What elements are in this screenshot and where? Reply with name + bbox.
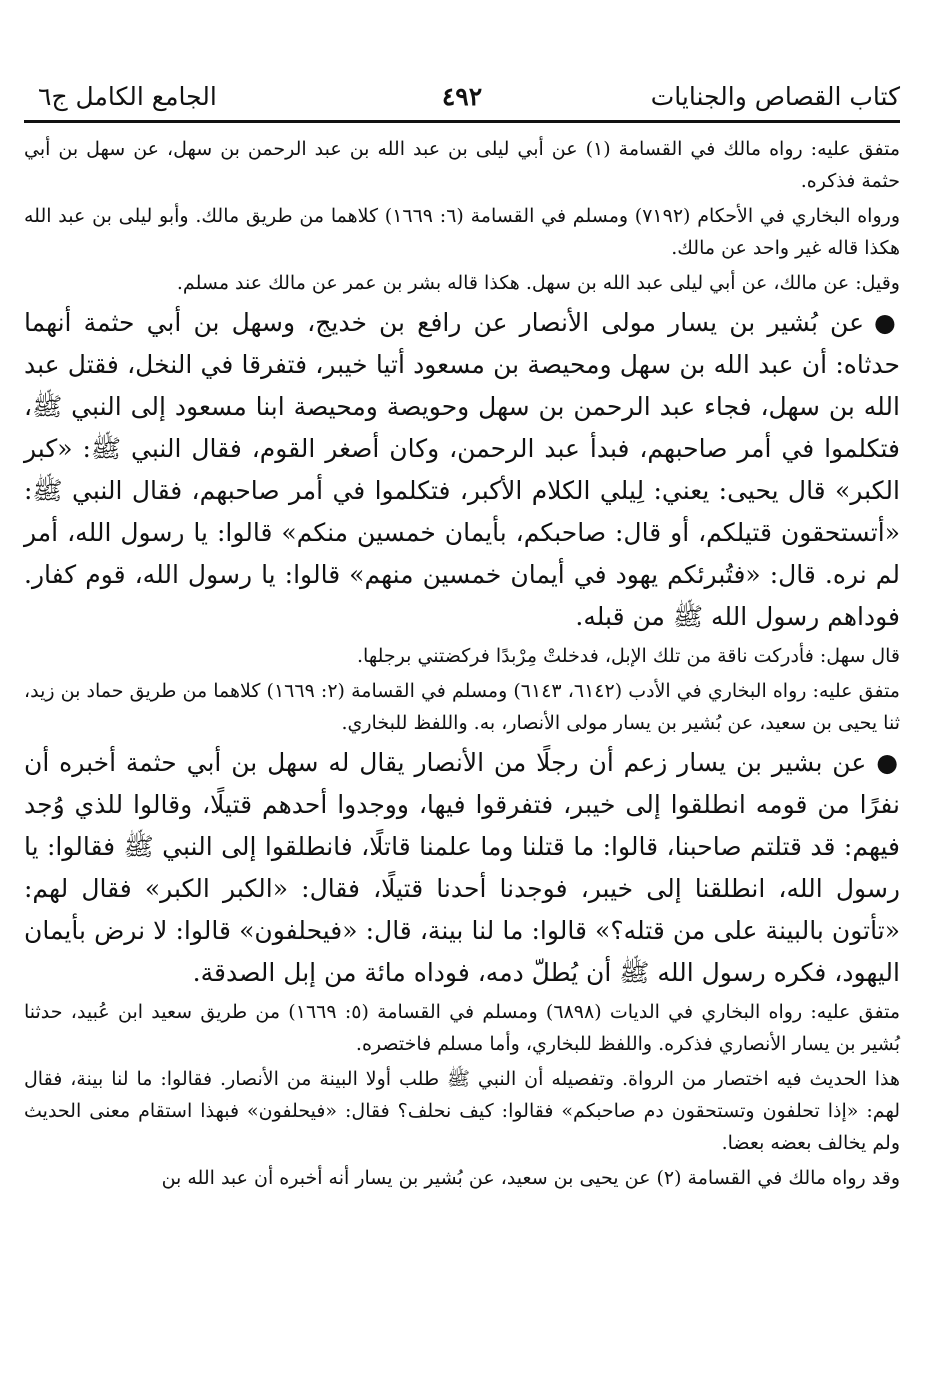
commentary-note: هذا الحديث فيه اختصار من الرواة. وتفصيله أن النبي ﷺ طلب أولا البينة من الأنصار. فقالوا: ما لنا بينة، فقال لهم: «إذا تحلفون وتستحقون دم صاحبكم» فقالوا: كيف نحلف؟ فقال: «فيحلفون» فبهذا استقام معنى الحديث ولم يخالف بعضه بعضا. xyxy=(24,1068,900,1154)
hadith-text: عن بشير بن يسار زعم أن رجلًا من الأنصار يقال له سهل بن أبي حثمة أخبره أن نفرًا من قومه انطلقوا إلى خيبر، فتفرقوا فيها، ووجدوا أحدهم قتيلًا، وقالوا للذي وُجد فيهم: قد قتلتم صاحبنا، قالوا: ما قتلنا وما علمنا قاتلًا، فانطلقوا إلى النبي ﷺ فقالوا: يا رسول الله، انطلقنا إلى خيبر، فوجدنا أحدنا قتيلًا، فقال: «الكبر الكبر» فقال لهم: «تأتون بالبينة على من قتله؟» قالوا: ما لنا بينة، قال: «فيحلفون» قالوا: لا نرض بأيمان اليهود، فكره رسول الله ﷺ أن يُطلّ دمه، فوداه مائة من إبل الصدقة. xyxy=(24,748,900,987)
takhrij-note: متفق عليه: رواه البخاري في الديات (٦٨٩٨) ومسلم في القسامة (٥: ١٦٦٩) من طريق سعيد ابن عُبيد، حدثنا بُشير بن يسار الأنصاري فذكره. واللفظ للبخاري، وأما مسلم فاختصره. xyxy=(24,1001,900,1055)
volume-title: الجامع الكامل ج٦ xyxy=(38,82,217,111)
book-title: كتاب القصاص والجنايات xyxy=(650,82,900,111)
takhrij-note: متفق عليه: رواه البخاري في الأدب (٦١٤٢، ٦١٤٣) ومسلم في القسامة (٢: ١٦٦٩) كلاهما من طريق حماد بن زيد، ثنا يحيى بن سعيد، عن بُشير بن يسار مولى الأنصار، به. واللفظ للبخاري. xyxy=(24,680,900,734)
header-rule xyxy=(24,120,900,123)
takhrij-note: وقيل: عن مالك، عن أبي ليلى عبد الله بن سهل. هكذا قاله بشر بن عمر عن مالك عند مسلم. xyxy=(176,272,900,294)
takhrij-note: وقد رواه مالك في القسامة (٢) عن يحيى بن سعيد، عن بُشير بن يسار أنه أخبره أن عبد الله بن xyxy=(161,1167,900,1189)
hadith-paragraph xyxy=(24,302,900,638)
bullet-icon: ● xyxy=(876,748,900,777)
takhrij-note: ورواه البخاري في الأحكام (٧١٩٢) ومسلم في القسامة (٦: ١٦٦٩) كلاهما من طريق مالك. وأبو ليلى بن عبد الله هكذا قاله غير واحد عن مالك. xyxy=(24,205,900,259)
page-content xyxy=(24,133,900,1197)
page-number: ٤٩٢ xyxy=(441,82,483,111)
takhrij-note: قال سهل: فأدركت ناقة من تلك الإبل، فدخلتْ مِرْبدًا فركضتني برجلها. xyxy=(357,645,900,667)
hadith-paragraph xyxy=(24,742,900,994)
takhrij-note: متفق عليه: رواه مالك في القسامة (١) عن أبي ليلى بن عبد الله بن عبد الرحمن بن سهل، عن سهل بن أبي حثمة فذكره. xyxy=(24,138,900,192)
page-header xyxy=(24,62,900,112)
hadith-text: عن بُشير بن يسار مولى الأنصار عن رافع بن خديج، وسهل بن أبي حثمة أنهما حدثاه: أن عبد الله بن سهل ومحيصة بن مسعود أتيا خيبر، فتفرقا في النخل، فقتل عبد الله بن سهل، فجاء عبد الرحمن بن سهل وحويصة ومحيصة ابنا مسعود إلى النبي ﷺ، فتكلموا في أمر صاحبهم، فبدأ عبد الرحمن، وكان أصغر القوم، فقال النبي ﷺ: «كبر الكبر» قال يحيى: يعني: لِيلي الكلام الأكبر، فتكلموا في أمر صاحبهم، فقال النبي ﷺ: «أتستحقون قتيلكم، أو قال: صاحبكم، بأيمان خمسين منكم» قالوا: يا رسول الله، أمر لم نره. قال: «فتُبرئكم يهود في أيمان خمسين منهم» قالوا: يا رسول الله، قوم كفار. فوداهم رسول الله ﷺ من قبله. xyxy=(24,308,900,631)
bullet-icon: ● xyxy=(874,308,900,337)
